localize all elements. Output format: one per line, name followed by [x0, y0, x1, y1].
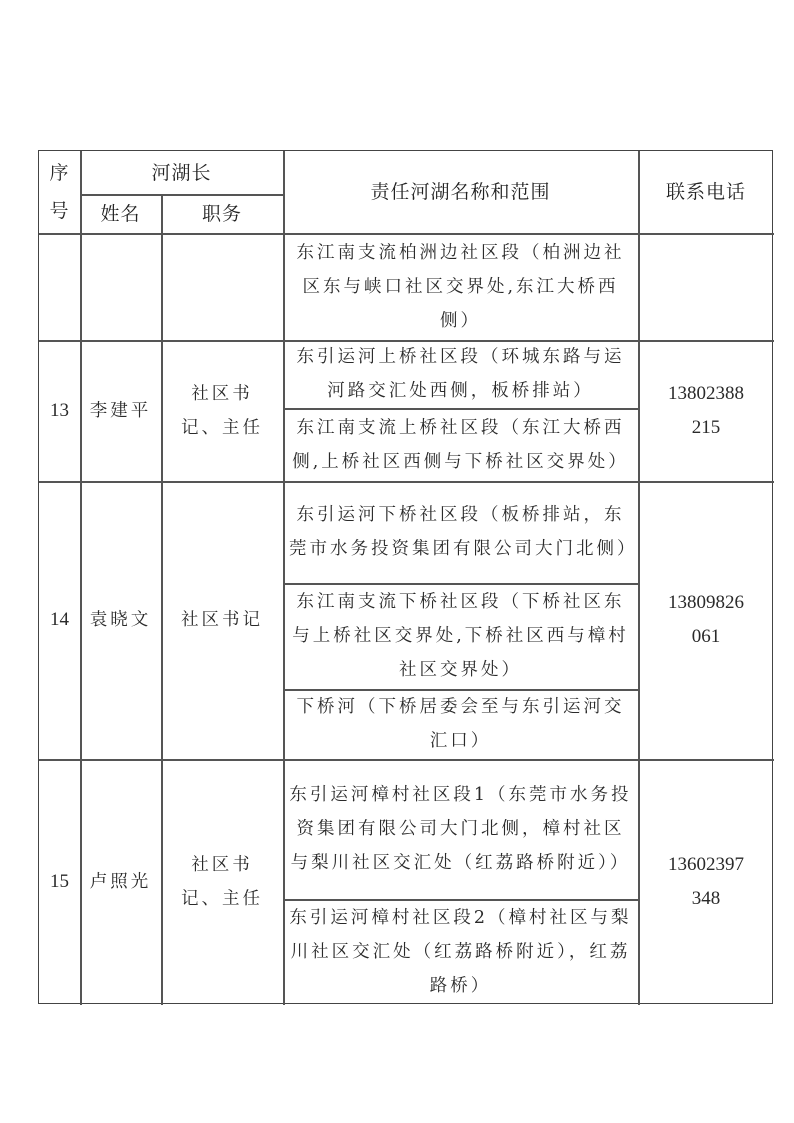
- phone-cell: 13802388215: [668, 382, 744, 438]
- header-position: 职务: [201, 202, 242, 225]
- scope-cell: 东引运河樟村社区段2（樟村社区与梨川社区交汇处（红荔路桥附近），红荔路桥）: [289, 908, 632, 996]
- header-scope: 责任河湖名称和范围: [370, 181, 551, 203]
- scope-cell: 东江南支流下桥社区段（下桥社区东与上桥社区交界处,下桥社区西与樟村社区交界处）: [292, 592, 629, 680]
- river-chief-table: [38, 150, 773, 1004]
- name-cell: 卢照光: [89, 872, 152, 892]
- phone-cell: 13809826061: [668, 592, 744, 647]
- header-phone: 联系电话: [665, 181, 746, 203]
- scope-cell: 下桥河（下桥居委会至与东引运河交汇口）: [296, 697, 625, 751]
- seq-cell: 14: [50, 609, 69, 630]
- position-cell: 社区书记、主任: [181, 855, 263, 909]
- position-cell: 社区书记、主任: [181, 383, 263, 438]
- scope-cell: 东江南支流上桥社区段（东江大桥西侧,上桥社区西侧与下桥社区交界处）: [292, 417, 629, 472]
- position-cell: 社区书记: [181, 610, 263, 630]
- scope-cell: 东引运河下桥社区段（板桥排站，东莞市水务投资集团有限公司大门北侧）: [289, 505, 638, 559]
- scope-cell: 东江南支流柏洲边社区段（柏洲边社区东与峡口社区交界处,东江大桥西侧）: [296, 242, 625, 331]
- scope-cell: 东引运河上桥社区段（环城东路与运河路交汇处西侧，板桥排站）: [296, 347, 625, 401]
- header-seq: 序号: [49, 162, 70, 222]
- phone-cell: 13602397348: [668, 854, 744, 909]
- name-cell: 李建平: [89, 400, 152, 421]
- seq-cell: 13: [50, 399, 69, 421]
- header-chief-group: 河湖长: [151, 161, 212, 184]
- scope-cell: 东引运河樟村社区段1（东莞市水务投资集团有限公司大门北侧，樟村社区与梨川社区交汇处（红荔路桥附近））: [289, 785, 632, 873]
- name-cell: 袁晓文: [89, 610, 152, 630]
- seq-cell: 15: [50, 871, 69, 892]
- header-name: 姓名: [100, 202, 141, 225]
